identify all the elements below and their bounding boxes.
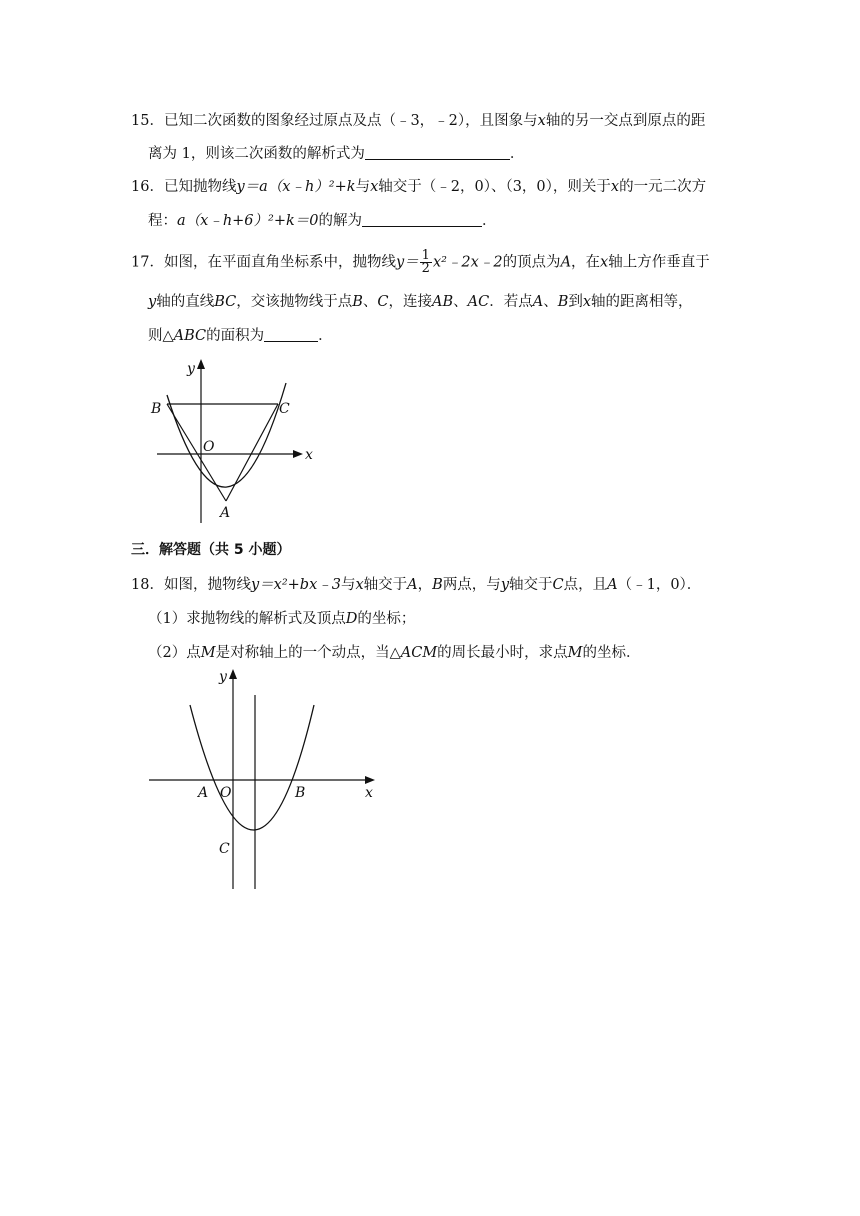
figure-q17 [145,355,320,527]
question-18-line-1: 18．如图，抛物线y＝x²+bx﹣3与x轴交于A，B两点，与y轴交于C点，且A（﹣1，0）． [131,577,702,593]
section-heading: 三．解答题（共 5 小题） [131,542,291,558]
question-16-line-1: 16．已知抛物线y＝a（x﹣h）²+k与x轴交于（﹣2，0）、（3，0），则关于x的一元二次方 [131,179,707,195]
question-16-line-2: 程：a（x﹣h+6）²+k＝0的解为 ． [148,213,497,229]
label-c: C [219,841,230,857]
label-x: x [305,447,313,463]
question-17-line-1: 17．如图，在平面直角坐标系中，抛物线y＝ $\frac{1}{2}$ x²﹣2x﹣2的顶点为A，在x轴上方作垂直于 [131,248,710,276]
segment-ab [167,404,226,501]
label-origin: O [203,439,215,455]
question-number: 17． [131,254,164,271]
label-y: y [187,361,195,377]
fraction-one-half: $\frac{1}{2}$ [421,248,430,276]
question-number: 18． [131,577,164,593]
label-b: B [151,401,162,417]
question-15-line-1: 15．已知二次函数的图象经过原点及点（﹣3，﹣2），且图象与x轴的另一交点到原点的距 [131,113,706,129]
question-number: 15． [131,113,164,129]
question-18-part-2: （2）点M是对称轴上的一个动点，当△ACM的周长最小时，求点M的坐标． [148,645,641,661]
label-a: A [220,505,231,521]
question-17-line-2: y轴的直线BC，交该抛物线于点B、C，连接AB、AC．若点A、B到x轴的距离相等， [148,294,693,310]
label-origin: O [220,785,232,801]
answer-blank[interactable] [264,327,318,342]
y-axis-arrow [197,359,205,369]
label-a: A [198,785,209,801]
parabola [190,705,314,830]
question-15-line-2: 离为 1，则该二次函数的解析式为 ． [148,146,525,162]
y-axis-arrow [229,669,237,679]
question-17-line-3: 则△ABC的面积为 ． [148,328,333,344]
question-18-part-1: （1）求抛物线的解析式及顶点D的坐标； [148,611,416,627]
question-number: 16． [131,179,164,195]
answer-blank[interactable] [365,145,510,160]
x-axis-arrow [293,450,303,458]
label-y: y [219,669,227,685]
segment-ac [226,404,278,501]
figure-q18 [145,665,385,895]
answer-blank[interactable] [362,212,482,227]
x-axis-arrow [365,776,375,784]
label-b: B [295,785,306,801]
label-c: C [279,401,290,417]
parabola [167,383,286,487]
label-x: x [365,785,373,801]
